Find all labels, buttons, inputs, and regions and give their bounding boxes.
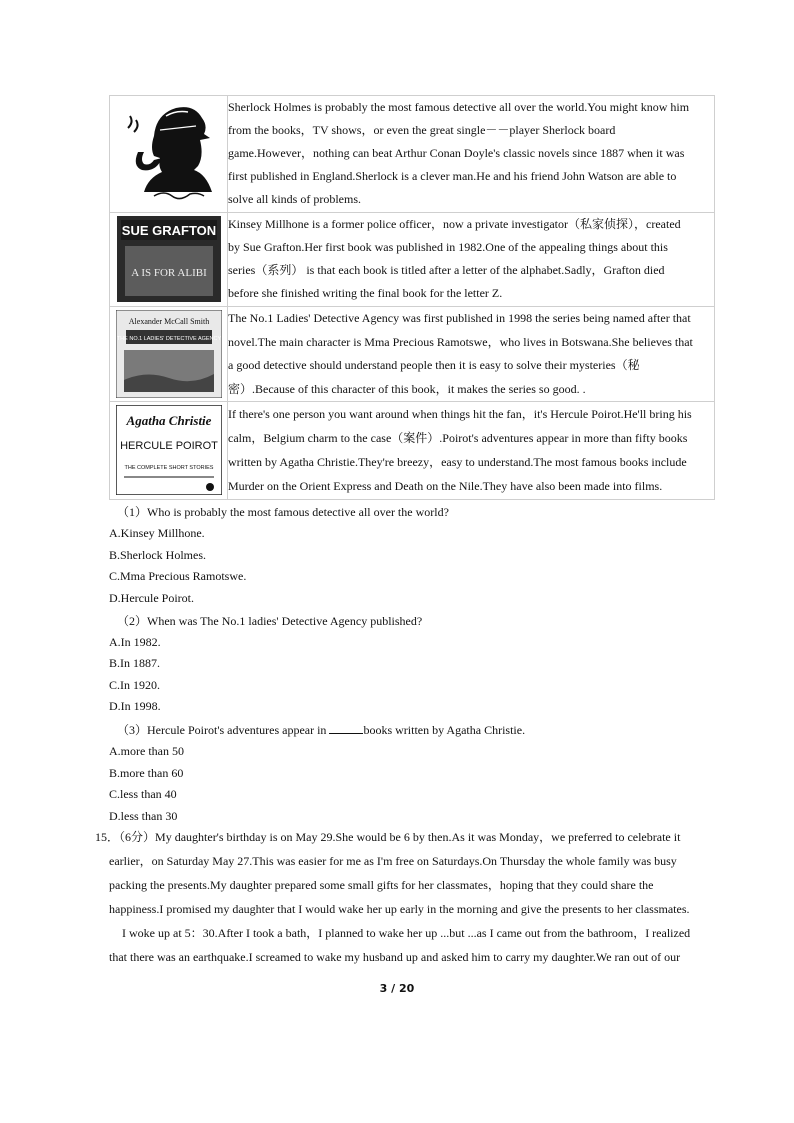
sue-grafton-cover <box>117 216 221 302</box>
book-image-cell <box>110 96 228 213</box>
question-3-stem-before: （3）Hercule Poirot's adventures appear in <box>117 723 330 737</box>
book-text-cell <box>228 402 715 500</box>
question-1-stem: （1）Who is probably the most famous detective all over the world? <box>117 505 449 519</box>
book-description <box>228 402 714 498</box>
text-line: Kinsey Millhone is a former police officer，now a private investigator（私家侦探），created <box>228 217 681 231</box>
text-line: The No.1 Ladies' Detective Agency was first published in 1998 the series being named after that <box>228 311 691 325</box>
book-text-cell <box>228 213 715 307</box>
question-15 <box>95 825 715 969</box>
answer-blank <box>329 721 363 734</box>
q15-score: （6分） <box>119 830 156 844</box>
book-image-cell <box>110 213 228 307</box>
cover-author: Agatha Christie <box>126 413 211 428</box>
book-text-cell <box>228 96 715 213</box>
text-line: from the books，TV shows，or even the great single－－player Sherlock board <box>228 123 616 137</box>
text-line: by Sue Grafton.Her first book was published in 1982.One of the appealing things about this <box>228 240 668 254</box>
detective-books-table <box>109 95 715 500</box>
q15-line: I woke up at 5：30.After I took a bath，I planned to wake her up ...but ...as I came out from the bathroom，I realized <box>122 926 691 940</box>
text-line: before she finished writing the final book for the letter Z. <box>228 286 503 300</box>
text-line: series（系列） is that each book is titled after a letter of the alphabet.Sadly，Grafton died <box>228 263 665 277</box>
book-row-poirot <box>110 402 715 500</box>
text-line: If there's one person you want around when things hit the fan，it's Hercule Poirot.He'll bring his <box>228 407 692 421</box>
page-number: 3 / 20 <box>379 982 415 995</box>
q15-line: earlier，on Saturday May 27.This was easier for me as I'm free on Saturdays.On Thursday the whole family was busy <box>109 854 677 868</box>
question-2-option-c: C.In 1920. <box>109 678 160 692</box>
hercule-poirot-cover <box>116 405 222 495</box>
book-description <box>228 96 714 211</box>
q15-number: 15． <box>95 830 120 844</box>
book-row-ladies-detective <box>110 307 715 402</box>
book-text-cell <box>228 307 715 402</box>
book-description <box>228 307 714 401</box>
question-3-option-c: C.less than 40 <box>109 787 177 801</box>
book-image-cell <box>110 402 228 500</box>
cover-title: SUE GRAFTON <box>121 223 216 238</box>
text-line: calm，Belgium charm to the case（案件）.Poirot's adventures appear in more than fifty books <box>228 431 688 445</box>
text-line: a good detective should understand people then it is easy to solve their mysteries（秘 <box>228 358 640 372</box>
question-3-stem <box>117 721 525 738</box>
text-line: novel.The main character is Mma Precious Ramotswe，who lives in Botswana.She believes that <box>228 334 693 349</box>
q15-line <box>95 825 715 849</box>
sherlock-holmes-image <box>114 96 224 206</box>
book-row-sherlock <box>110 96 715 213</box>
cover-subtitle: A IS FOR ALIBI <box>130 267 207 279</box>
q15-line: happiness.I promised my daughter that I would wake her up early in the morning and give the presents to her classmates. <box>109 902 690 916</box>
text-line: written by Agatha Christie.They're breezy，easy to understand.The most famous books include <box>228 455 687 469</box>
book-image-cell <box>110 307 228 402</box>
question-1-option-b: B.Sherlock Holmes. <box>109 548 206 562</box>
text-line: game.However，nothing can beat Arthur Conan Doyle's classic novels since 1887 when it was <box>228 146 685 160</box>
cover-author: Alexander McCall Smith <box>128 317 209 326</box>
ladies-detective-cover <box>116 310 222 398</box>
question-3-option-b: B.more than 60 <box>109 766 184 780</box>
question-2-option-a: A.In 1982. <box>109 635 161 649</box>
text-line: first published in England.Sherlock is a clever man.He and his friend John Watson are able to <box>228 169 677 183</box>
text-line: 密）.Because of this character of this book，it makes the series so good. . <box>228 381 586 396</box>
q15-line: that there was an earthquake.I screamed to wake my husband up and asked him to carry my daughter.We ran out of our <box>109 950 681 964</box>
question-1-option-a: A.Kinsey Millhone. <box>109 526 205 540</box>
question-1-option-c: C.Mma Precious Ramotswe. <box>109 569 247 583</box>
question-2-option-b: B.In 1887. <box>109 656 160 670</box>
question-3-option-d: D.less than 30 <box>109 809 178 823</box>
cover-title: THE NO.1 LADIES' DETECTIVE AGENCY <box>116 336 221 342</box>
question-2-stem: （2）When was The No.1 ladies' Detective Agency published? <box>117 614 423 628</box>
question-3-stem-after: books written by Agatha Christie. <box>363 723 526 737</box>
question-3-option-a: A.more than 50 <box>109 744 184 758</box>
cover-title: HERCULE POIROT <box>119 440 218 452</box>
cover-subtitle: THE COMPLETE SHORT STORIES <box>124 465 213 471</box>
question-2-option-d: D.In 1998. <box>109 699 161 713</box>
question-1-option-d: D.Hercule Poirot. <box>109 591 194 605</box>
book-row-grafton <box>110 213 715 307</box>
text-line: Murder on the Orient Express and Death on the Nile.They have also been made into films. <box>228 479 663 493</box>
text-line: solve all kinds of problems. <box>228 192 361 206</box>
text-line: Sherlock Holmes is probably the most famous detective all over the world.You might know him <box>228 100 690 114</box>
book-description <box>228 213 714 305</box>
q15-text: My daughter's birthday is on May 29.She would be 6 by then.As it was Monday，we preferred to celebrate it <box>155 830 681 844</box>
q15-line: packing the presents.My daughter prepared some small gifts for her classmates，hoping that they could share the <box>109 878 654 892</box>
